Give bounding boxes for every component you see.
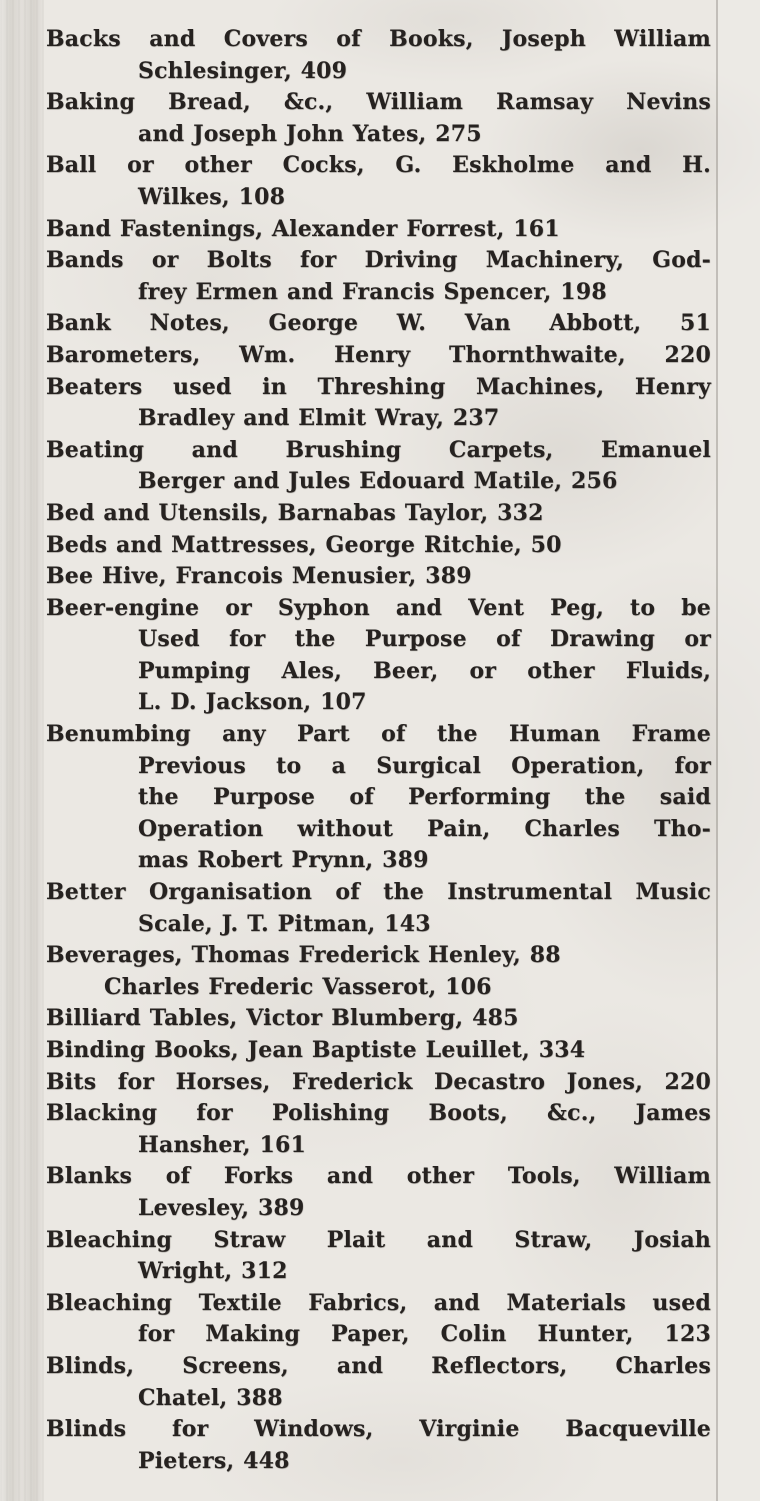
index-line: Binding Books, Jean Baptiste Leuillet, 334 <box>46 1037 586 1063</box>
index-line: Billiard Tables, Victor Blumberg, 485 <box>46 1005 519 1032</box>
index-line: Used for the Purpose of Drawing or <box>138 626 711 653</box>
index-line: Bed and Utensils, Barnabas Taylor, 332 <box>46 499 544 526</box>
index-entry <box>46 308 711 340</box>
index-entry <box>46 87 711 150</box>
index-line: Ball or other Cocks, G. Eskholme and H. <box>46 152 711 179</box>
index-line: Barometers, Wm. Henry Thornthwaite, 220 <box>46 341 711 368</box>
index-line: Previous to a Surgical Operation, for <box>138 752 711 779</box>
index-line: Charles Frederic Vasserot, 106 <box>104 973 492 1000</box>
index-line: for Making Paper, Colin Hunter, 123 <box>138 1321 711 1348</box>
index-line: Wright, 312 <box>138 1258 288 1285</box>
index-line: Operation without Pain, Charles Tho- <box>138 815 711 842</box>
index-entry <box>46 1225 711 1288</box>
index-line: Band Fastenings, Alexander Forrest, 161 <box>46 215 560 242</box>
index-line: Bradley and Elmit Wray, 237 <box>138 405 500 432</box>
index-entry <box>46 150 711 213</box>
index-line: L. D. Jackson, 107 <box>138 689 367 716</box>
index-entry <box>46 1351 711 1414</box>
index-line: frey Ermen and Francis Spencer, 198 <box>138 278 607 305</box>
index-entry <box>46 940 711 1003</box>
index-entry <box>46 24 711 87</box>
index-line: Scale, J. T. Pitman, 143 <box>138 910 431 937</box>
index-entry <box>46 719 711 877</box>
page-right-margin <box>718 0 760 1501</box>
index-line: Bee Hive, Francois Menusier, 389 <box>46 563 472 590</box>
index-entry <box>46 340 711 372</box>
index-line: Beds and Mattresses, George Ritchie, 50 <box>46 531 562 558</box>
index-entries <box>46 24 711 1477</box>
index-entry <box>46 245 711 308</box>
page-gutter-shadow <box>0 0 44 1501</box>
index-line: Backs and Covers of Books, Joseph William <box>46 26 711 52</box>
index-line: Wilkes, 108 <box>138 183 286 210</box>
index-entry <box>46 1067 711 1099</box>
index-line: Blinds for Windows, Virginie Bacqueville <box>46 1416 711 1443</box>
index-entry <box>46 435 711 498</box>
index-entry <box>46 1098 711 1161</box>
index-line: Bits for Horses, Frederick Decastro Jones, 220 <box>46 1068 711 1095</box>
index-line: Benumbing any Part of the Human Frame <box>46 721 711 748</box>
index-entry <box>46 1003 711 1035</box>
index-entry <box>46 498 711 530</box>
index-entry <box>46 214 711 246</box>
index-line: Beer-engine or Syphon and Vent Peg, to be <box>46 594 711 621</box>
index-line: Schlesinger, 409 <box>138 57 348 84</box>
index-line: Pieters, 448 <box>138 1447 290 1474</box>
index-entry <box>46 530 711 562</box>
index-line: Levesley, 389 <box>138 1194 305 1221</box>
index-line: Bands or Bolts for Driving Machinery, God- <box>46 247 711 274</box>
index-entry <box>46 1414 711 1477</box>
index-entry <box>46 1288 711 1351</box>
index-entry <box>46 372 711 435</box>
index-line: the Purpose of Performing the said <box>138 784 711 811</box>
index-line: Chatel, 388 <box>138 1384 283 1411</box>
index-entry <box>46 593 711 719</box>
index-line: Berger and Jules Edouard Matile, 256 <box>138 468 618 495</box>
index-line: Beating and Brushing Carpets, Emanuel <box>46 436 711 463</box>
index-line: Beaters used in Threshing Machines, Henry <box>46 373 711 400</box>
index-line: Better Organisation of the Instrumental Music <box>46 879 711 906</box>
index-line: Blacking for Polishing Boots, &c., James <box>46 1100 711 1127</box>
index-entry <box>46 1035 711 1067</box>
index-entry <box>46 561 711 593</box>
index-line: Bleaching Textile Fabrics, and Materials used <box>46 1289 711 1316</box>
index-line: Hansher, 161 <box>138 1131 307 1158</box>
index-line: Bleaching Straw Plait and Straw, Josiah <box>46 1226 711 1253</box>
index-line: mas Robert Prynn, 389 <box>138 847 429 874</box>
index-line: and Joseph John Yates, 275 <box>138 120 482 147</box>
index-entry <box>46 1161 711 1224</box>
index-line: Beverages, Thomas Frederick Henley, 88 <box>46 942 561 969</box>
index-entry <box>46 877 711 940</box>
page-edge-line <box>716 0 718 1501</box>
index-line: Blanks of Forks and other Tools, William <box>46 1163 711 1190</box>
index-line: Pumping Ales, Beer, or other Fluids, <box>138 657 711 684</box>
index-line: Baking Bread, &c., William Ramsay Nevins <box>46 89 711 116</box>
index-line: Blinds, Screens, and Reflectors, Charles <box>46 1352 711 1379</box>
index-line: Bank Notes, George W. Van Abbott, 51 <box>46 310 711 337</box>
